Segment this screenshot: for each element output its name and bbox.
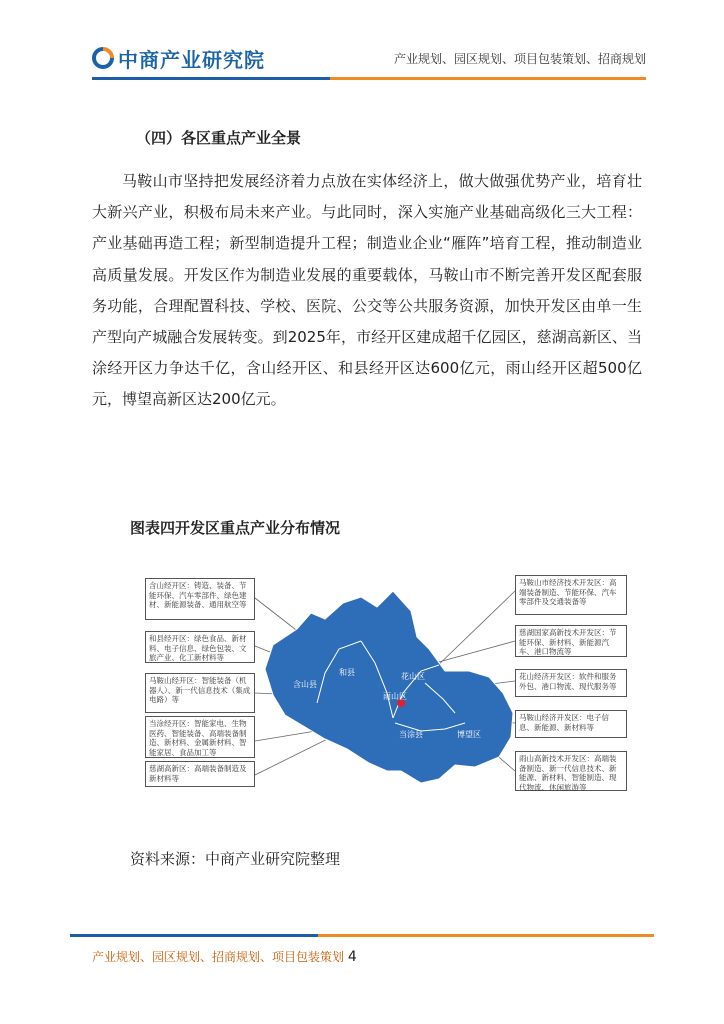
figure-title: 图表四开发区重点产业分布情况 — [130, 519, 341, 537]
logo-icon — [92, 47, 114, 69]
callout-left-4: 当涂经开区：智能家电、生物医药、智能装备、高端装备制造、新材料、金属新材料、智能家居、食品加工等 — [145, 716, 255, 758]
page-number: 4 — [347, 949, 357, 965]
callout-right-4: 马鞍山经济开发区：电子信息、新能源、新材料等 — [515, 710, 627, 738]
header-divider-orange — [330, 77, 646, 80]
map-label-huashan: 花山区 — [401, 672, 425, 681]
section-title: （四）各区重点产业全景 — [136, 129, 302, 147]
callout-left-2: 和县经开区：绿色食品、新材料、电子信息、绿色包装、文旅产业、化工新材料等 — [145, 631, 255, 663]
footer-divider-blue — [70, 934, 320, 937]
header-tagline: 产业规划、园区规划、项目包装策划、招商规划 — [393, 52, 646, 66]
footer — [92, 948, 357, 965]
callout-right-2: 慈湖国家高新技术开发区：节能环保、新材料、新能源汽车、港口物流等 — [515, 625, 627, 657]
footer-text: 产业规划、园区规划、招商规划、项目包装策划 — [92, 950, 345, 964]
map-label-bowang: 博望区 — [457, 730, 481, 739]
callout-right-3: 花山经济开发区：软件和服务外包、港口物流、现代服务等 — [515, 669, 627, 697]
company-logo — [92, 44, 265, 72]
callout-left-1: 含山经开区：铸造、装备、节能环保、汽车零部件、绿色建材、新能源装备、通用航空等 — [145, 578, 255, 620]
logo-text: 中商产业研究院 — [118, 47, 265, 72]
header-divider-blue — [92, 77, 332, 80]
footer-divider-orange — [318, 934, 654, 937]
industry-distribution-map — [125, 553, 645, 833]
callout-right-1: 马鞍山市经济技术开发区：高端装备制造、节能环保、汽车零部件及交通装备等 — [515, 575, 627, 615]
map-label-hanshan: 含山县 — [293, 680, 317, 689]
map-label-yushan: 雨山区 — [383, 692, 407, 701]
map-label-hexian: 和县 — [339, 668, 355, 677]
body-paragraph: 马鞍山市坚持把发展经济着力点放在实体经济上，做大做强优势产业，培育壮大新兴产业，积极布局未来产业。与此同时，深入实施产业基础高级化三大工程：产业基础再造工程；新型制造提升工程；制造业企业“雁阵”培育工程，推动制造业高质量发展。开发区作为制造业发展的重要载体，马鞍山市不断完善开发区配套服务功能，合理配置科技、学校、医院、公交等公共服务资源，加快开发区由单一生产型向产城融合发展转变。到2025年，市经开区建成超千亿园区，慈湖高新区、当涂经开区力争达千亿，含山经开区、和县经开区达600亿元，雨山经开区超500亿元，博望高新区达200亿元。 — [92, 172, 642, 409]
callout-right-5: 雨山高新技术开发区：高端装备制造、新一代信息技术、新能源、新材料、智能制造、现代物流、休闲旅游等 — [515, 751, 627, 791]
callout-left-5: 慈湖高新区：高端装备制造及新材料等 — [145, 761, 255, 787]
figure-source: 资料来源：中商产业研究院整理 — [130, 850, 341, 868]
map-label-dangtu: 当涂县 — [399, 730, 423, 739]
callout-left-3: 马鞍山经开区：智能装备（机器人）、新一代信息技术（集成电路）等 — [145, 673, 255, 713]
